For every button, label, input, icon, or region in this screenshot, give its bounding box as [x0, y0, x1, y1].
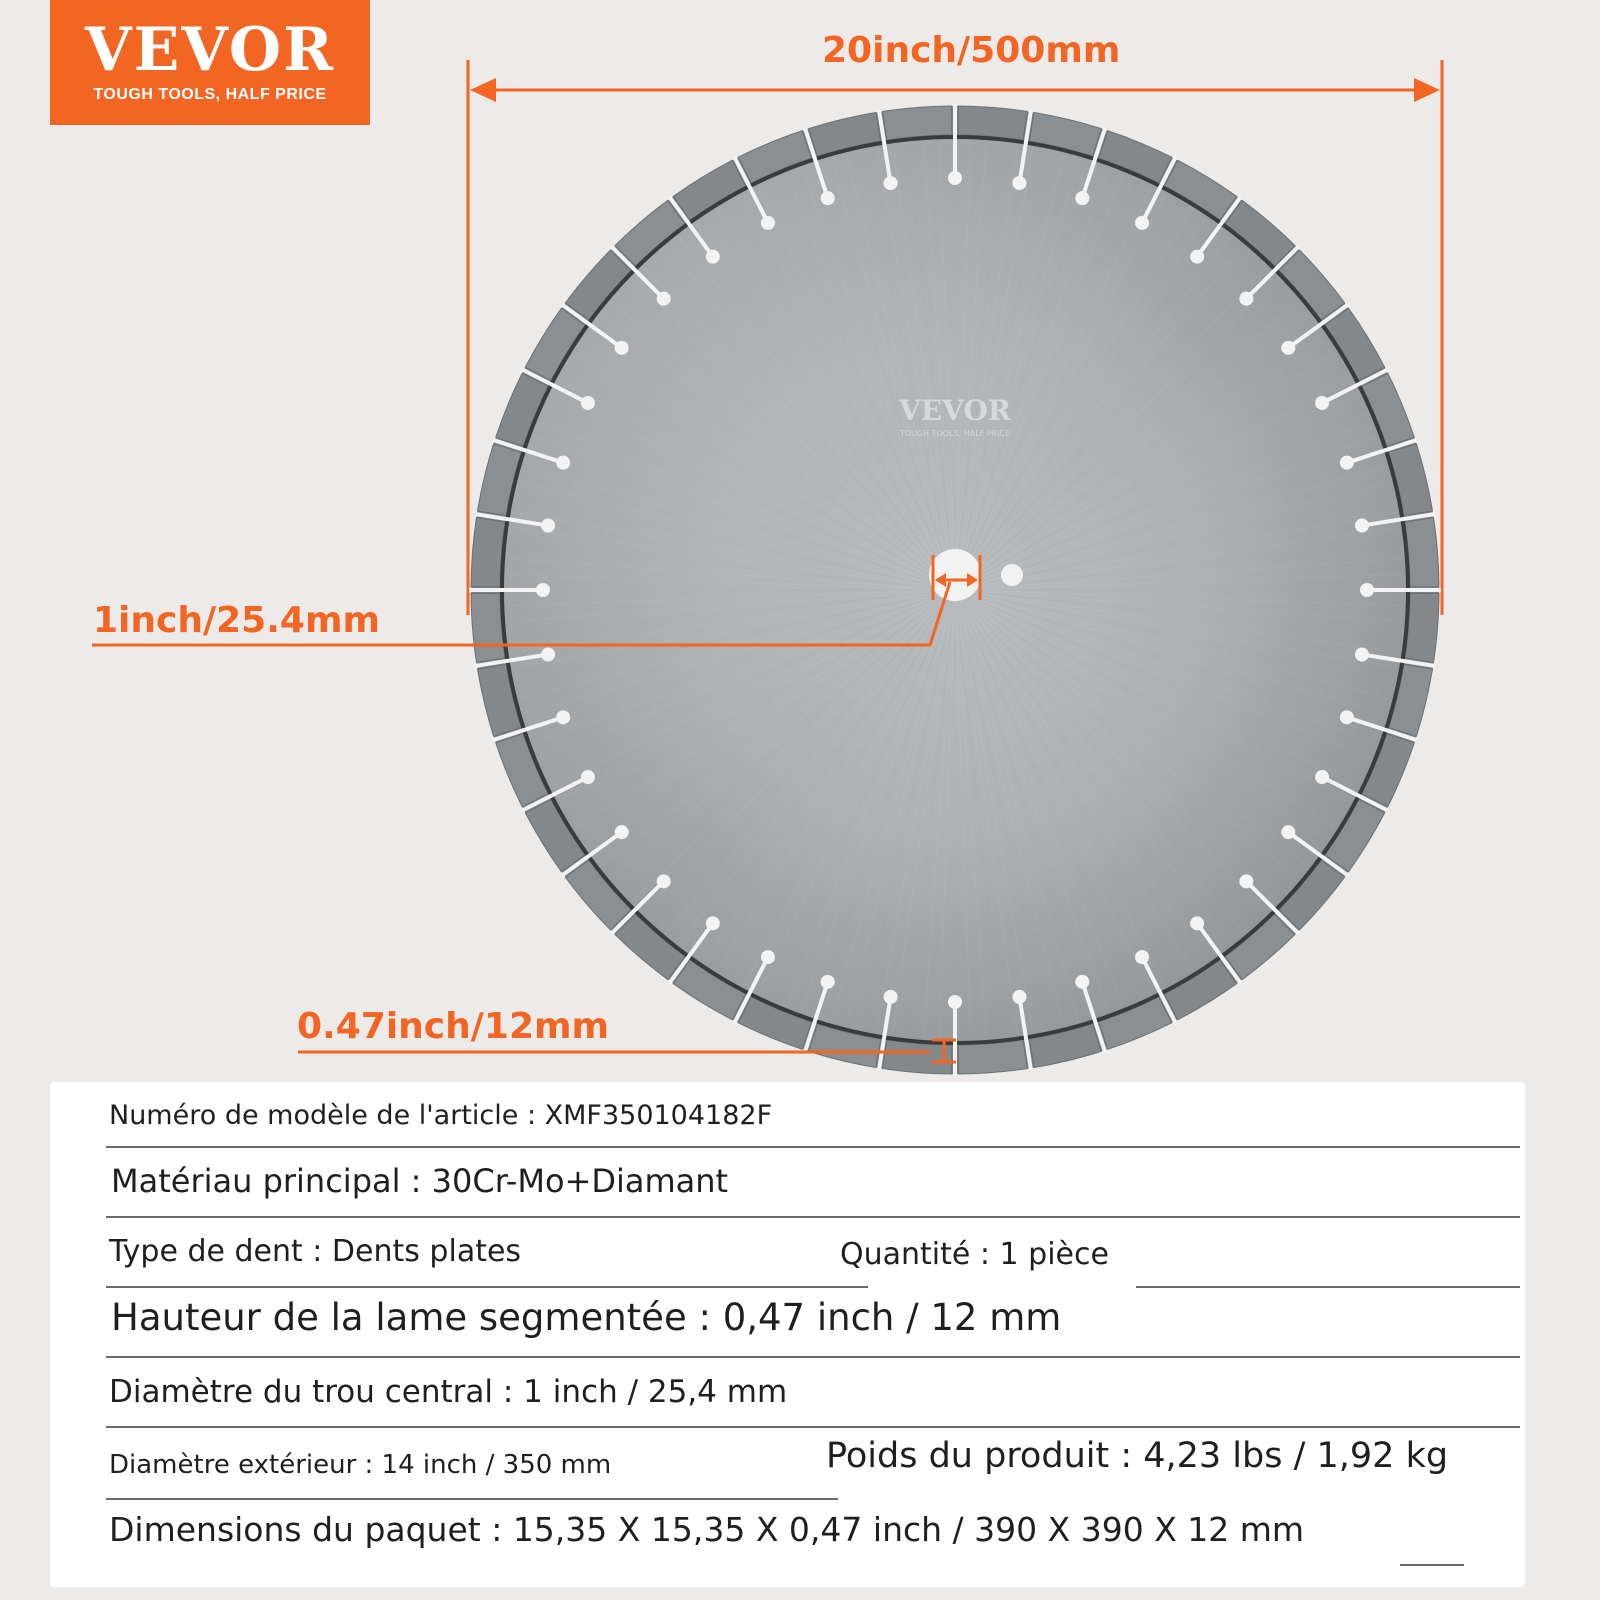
gullet-hole [1075, 975, 1089, 989]
gullet-hole [1340, 456, 1354, 470]
segment-height-label: 0.47inch/12mm [297, 1006, 610, 1047]
spec-arbor-diameter: Diamètre du trou central : 1 inch / 25,4 mm [109, 1374, 788, 1410]
gullet-hole [541, 647, 555, 661]
blade-segment [958, 1040, 1027, 1074]
spec-divider [1400, 1564, 1464, 1566]
gullet-hole [1315, 770, 1329, 784]
spec-model: Numéro de modèle de l'article : XMF350104182F [109, 1100, 773, 1131]
spec-divider [1136, 1286, 1520, 1288]
spec-segment-height: Hauteur de la lame segmentée : 0,47 inch / 12 mm [111, 1296, 1062, 1339]
gullet-hole [536, 583, 550, 597]
blade-segment [471, 593, 505, 662]
gullet-hole [1239, 874, 1253, 888]
arbor-label: 1inch/25.4mm [93, 600, 380, 641]
gullet-hole [1340, 710, 1354, 724]
blade-segment [883, 106, 952, 140]
gullet-hole [556, 710, 570, 724]
blade-engraving: VEVOR [899, 394, 1011, 427]
brand-name: VEVOR [85, 15, 335, 85]
spec-divider [106, 1146, 1520, 1148]
gullet-hole [821, 975, 835, 989]
blade-segment [958, 106, 1027, 140]
gullet-hole [1355, 519, 1369, 533]
blade-segment [1405, 518, 1439, 587]
blade-segment [883, 1040, 952, 1074]
gullet-hole [1190, 916, 1204, 930]
gullet-hole [1239, 292, 1253, 306]
gullet-hole [761, 950, 775, 964]
spec-panel [50, 1082, 1525, 1587]
spec-divider [106, 1498, 838, 1500]
gullet-hole [1012, 176, 1026, 190]
gullet-hole [1012, 990, 1026, 1004]
spec-quantity: Quantité : 1 pièce [840, 1237, 1109, 1272]
gullet-hole [1355, 647, 1369, 661]
spec-divider [106, 1286, 868, 1288]
blade-segment [471, 518, 505, 587]
gullet-hole [761, 216, 775, 230]
spec-divider [106, 1216, 1520, 1218]
gullet-hole [948, 995, 962, 1009]
gullet-hole [1075, 191, 1089, 205]
spec-divider [106, 1356, 1520, 1358]
pin-hole [1001, 564, 1023, 586]
spec-tooth-type: Type de dent : Dents plates [109, 1234, 522, 1269]
blade-disc [469, 104, 1441, 1076]
blade-segment [1405, 593, 1439, 662]
spec-divider [106, 1426, 1520, 1428]
gullet-hole [948, 171, 962, 185]
spec-outer-diameter: Diamètre extérieur : 14 inch / 350 mm [109, 1450, 612, 1480]
gullet-hole [657, 292, 671, 306]
spec-package: Dimensions du paquet : 15,35 X 15,35 X 0,47 inch / 390 X 390 X 12 mm [109, 1510, 1305, 1549]
gullet-hole [615, 341, 629, 355]
gullet-hole [556, 456, 570, 470]
gullet-hole [1281, 825, 1295, 839]
gullet-hole [615, 825, 629, 839]
brand-tagline: TOUGH TOOLS, HALF PRICE [93, 86, 327, 103]
diameter-label: 20inch/500mm [822, 30, 1121, 71]
gullet-hole [1360, 583, 1374, 597]
gullet-hole [884, 176, 898, 190]
gullet-hole [1315, 396, 1329, 410]
spec-weight: Poids du produit : 4,23 lbs / 1,92 kg [826, 1436, 1449, 1476]
gullet-hole [1135, 216, 1149, 230]
gullet-hole [1135, 950, 1149, 964]
spec-material: Matériau principal : 30Cr-Mo+Diamant [111, 1162, 729, 1200]
gullet-hole [1190, 250, 1204, 264]
gullet-hole [657, 874, 671, 888]
arbor-hole [929, 549, 981, 601]
blade-engraving-small: TOUGH TOOLS, HALF PRICE [899, 429, 1011, 438]
gullet-hole [581, 770, 595, 784]
gullet-hole [1281, 341, 1295, 355]
gullet-hole [581, 396, 595, 410]
gullet-hole [884, 990, 898, 1004]
gullet-hole [706, 916, 720, 930]
gullet-hole [541, 519, 555, 533]
gullet-hole [821, 191, 835, 205]
gullet-hole [706, 250, 720, 264]
